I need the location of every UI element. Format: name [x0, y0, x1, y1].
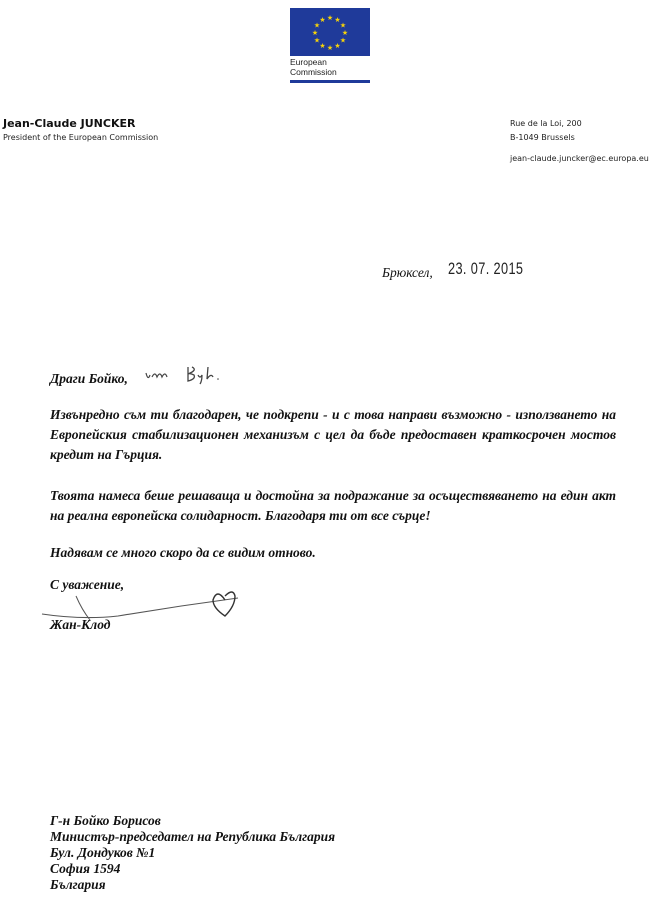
svg-text:★: ★: [311, 29, 319, 37]
sender-title: President of the European Commission: [3, 133, 159, 142]
svg-text:★: ★: [339, 21, 347, 30]
letter-paragraph-2: Твоята намеса беше решаваща и достойна за подражание за осъществяването на един акт на реална европейска солидарност. Благодаря ти от все сърце!: [50, 488, 616, 523]
address-line-2: B-1049 Brussels: [510, 133, 575, 142]
handwritten-note-icon: [142, 363, 262, 392]
european-commission-logo: [290, 8, 370, 77]
svg-text:★: ★: [313, 21, 321, 30]
svg-text:★: ★: [334, 16, 341, 24]
dateline-date: 23. 07. 2015: [448, 259, 524, 278]
svg-text:★: ★: [319, 42, 326, 50]
svg-text:★: ★: [334, 42, 341, 50]
svg-text:★: ★: [339, 36, 347, 45]
eu-flag-icon: [290, 8, 370, 56]
sender-email: jean-claude.juncker@ec.europa.eu: [510, 154, 649, 163]
recipient-country: България: [50, 877, 106, 892]
logo-underline: [290, 80, 370, 83]
recipient-name: Г-н Бойко Борисов: [50, 813, 161, 828]
recipient-street: Бул. Дондуков №1: [50, 845, 156, 860]
svg-text:★: ★: [326, 14, 334, 22]
letter-signoff: Жан-Клод: [50, 617, 111, 632]
svg-text:★: ★: [341, 29, 349, 37]
dateline-city: Брюксел,: [382, 265, 433, 280]
svg-text:★: ★: [326, 44, 334, 52]
recipient-city: София 1594: [50, 861, 121, 876]
letter-closing: С уважение,: [50, 577, 125, 592]
svg-text:★: ★: [313, 36, 321, 45]
sender-address: [510, 117, 582, 145]
sender-name: Jean-Claude JUNCKER: [3, 117, 136, 130]
letter-greeting: Драги Бойко,: [50, 371, 128, 386]
recipient-title: Министър-председател на Република България: [50, 829, 336, 844]
letter-paragraph-3: Надявам се много скоро да се видим отново.: [50, 545, 316, 560]
logo-text: European Commission: [290, 57, 337, 77]
letter-paragraph-1: Извънредно съм ти благодарен, че подкрепи - и с това направи възможно - използването на Европейския стабилизационен механизъм с цел да бъде предоставен краткосрочен мостов кредит на Гърция.: [50, 407, 616, 462]
address-line-1: Rue de la Loi, 200: [510, 119, 582, 128]
svg-text:★: ★: [319, 16, 326, 24]
recipient-address: [50, 813, 335, 893]
